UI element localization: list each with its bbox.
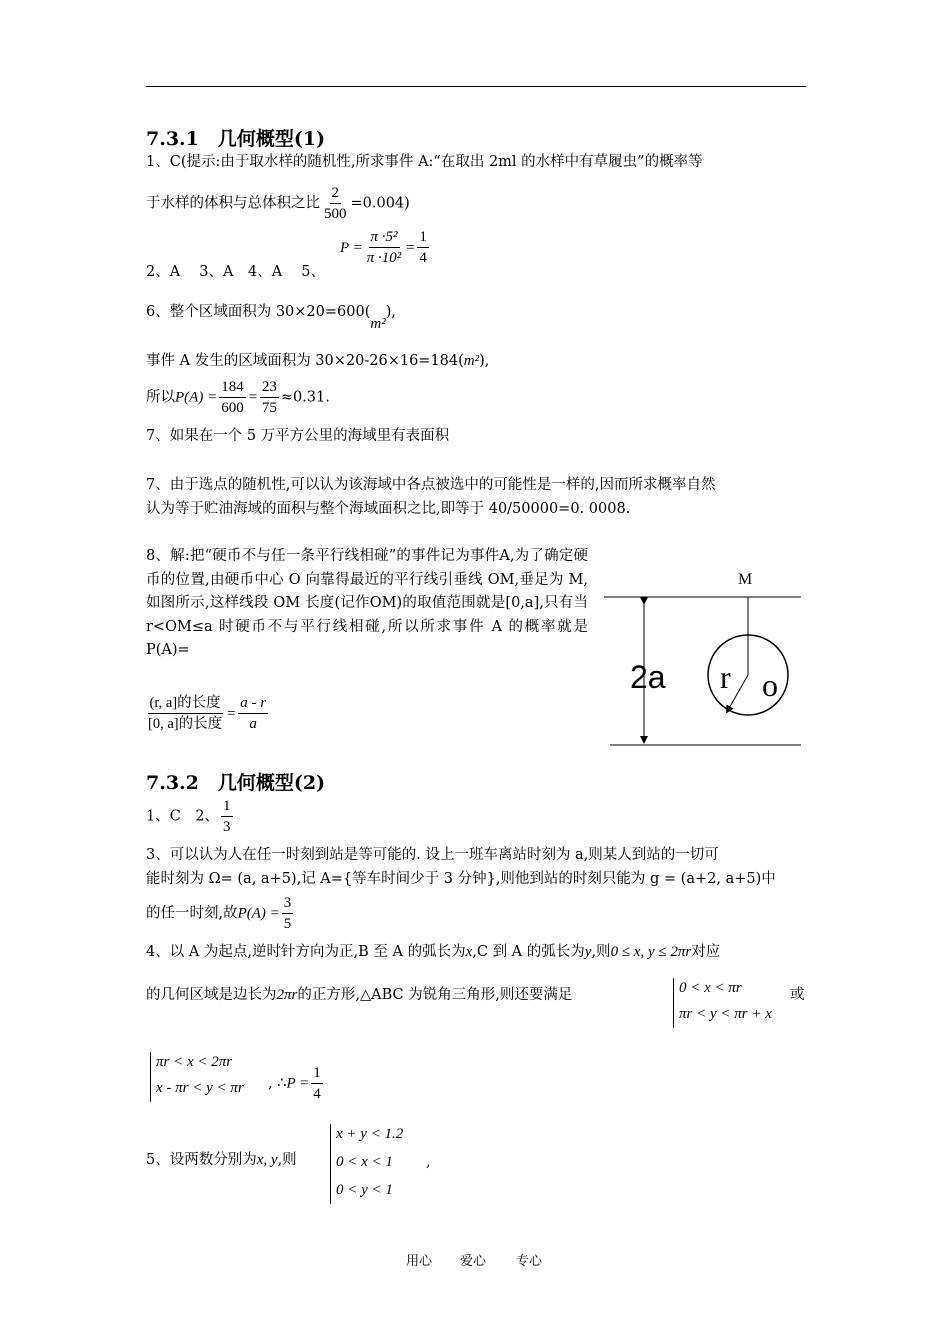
s2-q4-brace1 (673, 978, 674, 1028)
label-m: M (738, 571, 753, 588)
s2-q3-line2: 能时刻为 Ω= (a, a+5),记 A={等车时间少于 3 分钟},则他到站的时刻只能为 g = (a+2, a+5)中 (146, 871, 776, 887)
footer-a: 用心 (406, 1254, 433, 1269)
s1-q1-fraction: $\frac{2}{500}$ (324, 185, 347, 222)
s2-q4-sys1-row2: πr < y < πr + x (679, 1006, 772, 1022)
s2-q4-line1: 4、以 A 为起点,逆时针方向为正,B 至 A 的弧长为x,C 到 A 的弧长为y,则0 ≤ x, y ≤ 2πr对应 (146, 944, 721, 960)
s2-q5-row3: 0 < y < 1 (336, 1182, 393, 1198)
coin-figure (596, 560, 806, 755)
s2-q4-or: 或 (790, 987, 805, 1003)
s1-q5-formula: P = $\frac{\text{π ·5²}}{\text{π ·10²}}$ = $\frac{1}{4}$ (340, 229, 427, 266)
s2-q4-result: , ∴P = $\frac{1}{4}$ (268, 1065, 321, 1102)
s1-q8-text: 8、解:把“硬币不与任一条平行线相碰”的事件记为事件A,为了确定硬币的位置,由硬币中心 O 向靠得最近的平行线引垂线 OM,垂足为 M,如图所示,这样线段 OM 长度(记作OM)的取值范围就是[0,a],只有当 r<OM≤a 时硬币不与平行线相碰,所以所求事件 A 的概率就是 P(A)= (146, 548, 588, 658)
s2-q5-line: 5、设两数分别为x, y,则 (146, 1152, 297, 1168)
s2-q4-sys1-row1: 0 < x < πr (679, 980, 742, 996)
header-rule (146, 86, 806, 87)
s2-q5-row2: 0 < x < 1 (336, 1154, 393, 1170)
s1-q7b-line1: 7、由于选点的随机性,可以认为该海域中各点被选中的可能性是一样的,因而所求概率自然 (146, 477, 716, 493)
s2-q5-brace (330, 1124, 331, 1204)
label-o: o (762, 667, 778, 703)
s2-q5-end: , (426, 1154, 431, 1170)
s1-q8-formula: $\frac{\text{(r, a]的长度}}{\text{[0, a]的长度}}$ = $\frac{a - r}{a}$ (148, 695, 267, 732)
s1-q2-line: 2、A 3、A 4、A 5、 (146, 264, 326, 280)
section1-title: 7.3.1 几何概型(1) (146, 128, 326, 150)
s1-q1-tail: =0.004) (350, 195, 410, 212)
s2-q3-line1: 3、可以认为人在任一时刻到站是等可能的. 设上一班车离站时刻为 a,则某人到站的一切可 (146, 847, 719, 863)
s1-q6-line2: 事件 A 发生的区域面积为 30×20-26×16=184(m²), (146, 353, 490, 369)
section2-title: 7.3.2 几何概型(2) (146, 772, 326, 794)
s1-q7a: 7、如果在一个 5 万平方公里的海域里有表面积 (146, 428, 450, 444)
label-2a: 2a (630, 659, 666, 695)
s1-q7b-line2: 认为等于贮油海域的面积与整个海域面积之比,即等于 40/50000=0. 0008. (146, 501, 631, 517)
s2-q12: 1、C 2、 $\frac{1}{3}$ (146, 798, 231, 835)
footer-b: 爱心 (460, 1254, 487, 1269)
s2-q4-sys2-row2: x - πr < y < πr (156, 1080, 244, 1096)
s1-q6-line3: 所以P(A) = $\frac{184}{600}$ = $\frac{23}{75}$ ≈0.31. (146, 379, 330, 416)
s1-q1-line1: 1、C(提示:由于取水样的随机性,所求事件 A:“在取出 2ml 的水样中有草履虫”的概率等 (146, 154, 703, 170)
s1-q1-line2 (146, 184, 410, 223)
s2-q4-brace2 (150, 1052, 151, 1102)
s2-q4-sys2-row1: πr < x < 2πr (156, 1054, 233, 1070)
s1-q6-line1: 6、整个区域面积为 30×20=600(m²), (146, 304, 396, 332)
s1-q1-text: 于水样的体积与总体积之比 (146, 195, 320, 212)
s2-q4-line2: 的几何区域是边长为2πr的正方形,△ABC 为锐角三角形,则还要满足 (146, 987, 573, 1003)
s2-q3-line3: 的任一时刻,故P(A) = $\frac{3}{5}$ (146, 895, 292, 932)
radius-arrow (728, 675, 748, 710)
footer-c: 专心 (516, 1254, 543, 1269)
s2-q5-row1: x + y < 1.2 (336, 1126, 404, 1142)
label-r: r (720, 659, 731, 695)
